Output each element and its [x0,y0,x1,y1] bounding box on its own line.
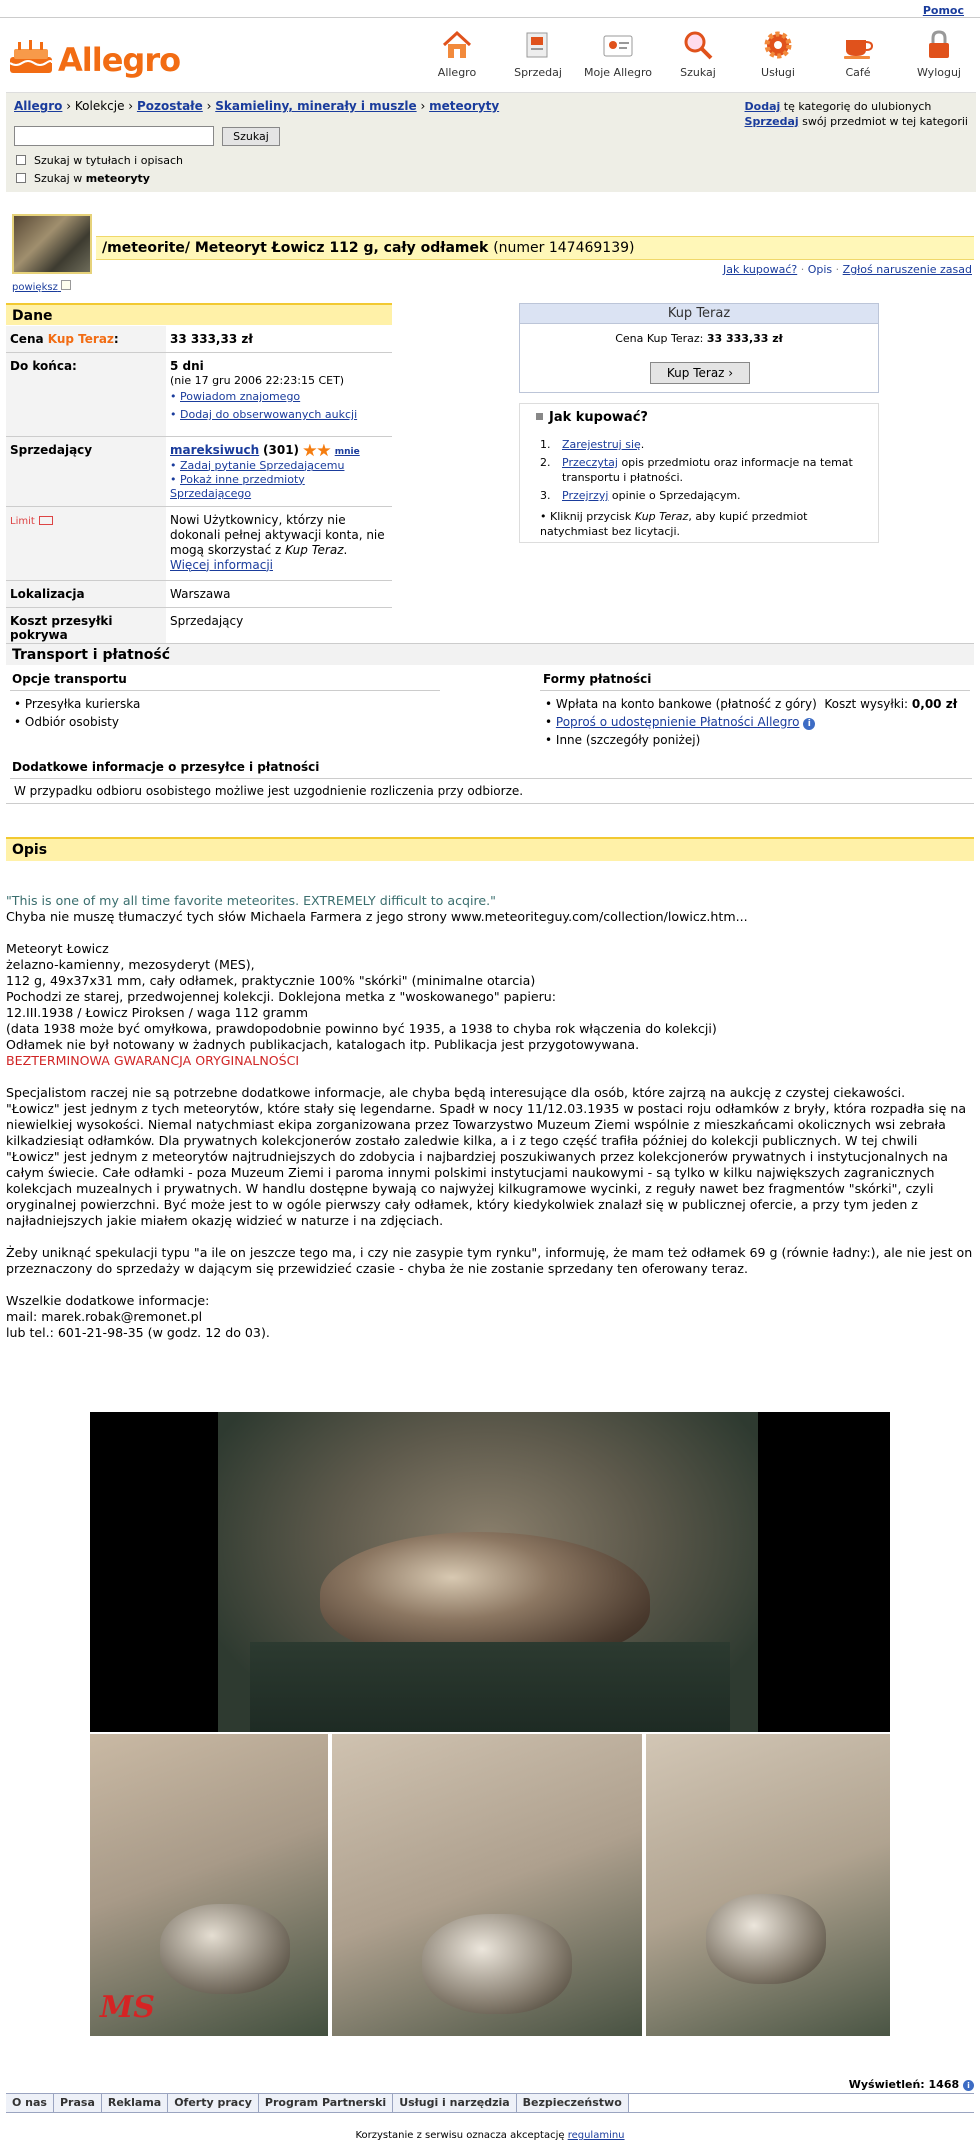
divider [540,690,970,691]
description-text: Żeby uniknąć spekulacji typu "a ile on jeszcze tego ma, i czy nie zasypie tym rynku", informuję, że mam też odłamek 69 g (równie ładny:), ale nie jest on przeznaczony do sprzedaży w dającym się przewidzieć czasie - chyba że nie zostanie sprzedany ten oferowany teraz. [6,1245,973,1276]
how-to-buy-steps [554,437,878,503]
sell-in-category-text: swój przedmiot w tej kategorii [798,115,968,128]
table-row [6,607,392,648]
divider [10,778,972,779]
guarantee-text: BEZTERMINOWA GWARANCJA ORYGINALNOŚCI [6,1053,300,1068]
logo-text: Allegro [58,41,181,79]
transport-option: • Odbiór osobisty [14,715,119,729]
description-header: Opis [6,837,974,861]
how-to-buy-title: Jak kupować? [549,410,648,425]
limit-text-em: Kup Teraz [285,542,344,557]
seller-score: (301) [263,443,300,457]
how-to-buy-note: • Kliknij przycisk Kup Teraz, aby kupić przedmiot natychmiast bez licytacji. [540,510,808,538]
seller-name-link[interactable]: mareksiwuch [170,443,260,457]
how-to-buy-link[interactable]: Jak kupować? [723,263,798,276]
description-text: Chyba nie muszę tłumaczyć tych słów Michaela Farmera z jego strony www.meteoriteguy.com/collection/lowicz.htm... [6,909,748,924]
contact-text: lub tel.: 601-21-98-35 (w godz. 12 do 03). [6,1325,270,1340]
search-titles-desc-checkbox[interactable] [16,154,183,167]
extra-info-text: W przypadku odbioru osobistego możliwe jest uzgodnienie rozliczenia przy odbiorze. [14,784,524,798]
title-links: Jak kupować? · Opis · Zgłoś naruszenie zasad [723,263,972,276]
step-text: opis przedmiotu oraz informacje na temat transportu i płatności. [562,456,853,484]
table-row [6,326,392,353]
nav-label: Allegro [437,66,477,79]
price-label [6,326,166,353]
footer-nav [6,2093,974,2113]
list-item [554,437,878,452]
breadcrumb-item[interactable]: Pozostałe [136,99,203,113]
breadcrumb-item[interactable]: Skamieliny, minerały i muszle [215,99,417,113]
price-label-colon: : [113,332,119,346]
item-details-table [6,326,392,649]
sell-in-category-link[interactable]: Sprzedaj [744,115,799,128]
table-row [6,353,392,437]
step-text: . [640,438,645,451]
description-quote: "This is one of my all time favorite meteorites. EXTREMELY difficult to acqire." [6,893,496,908]
meteorite-photo-label-3 [646,1734,890,2036]
limit-text: Nowi Użytkownicy, którzy nie dokonali pełnej aktywacji konta, nie mogą skorzystać z [170,512,385,557]
item-thumbnail[interactable] [12,214,92,274]
info-icon[interactable]: i [803,718,815,730]
table-row [6,580,392,607]
buy-now-price [520,332,878,345]
terms-text: Korzystanie z serwisu oznacza akceptację [355,2130,568,2141]
divider [10,690,440,691]
house-icon [440,28,474,62]
extra-info-header: Dodatkowe informacje o przesyłce i płatności [12,760,320,774]
meteorite-photo-label-2 [332,1734,642,2036]
shipping-label: Koszt przesyłki pokrywa [6,607,166,648]
seller-items-link[interactable]: Pokaż inne przedmioty Sprzedającego [170,472,305,500]
description-text: 12.III.1938 / Łowicz Piroksen / waga 112 gramm [6,1005,309,1020]
tell-friend-link[interactable]: Powiadom znajomego [180,390,301,403]
help-bar [0,0,980,18]
price-value [166,326,392,353]
views-label: Wyświetleń: [848,2078,925,2091]
star-icon [303,444,317,458]
search-in-category-checkbox[interactable] [16,172,150,185]
buy-now-price-value: 33 333,33 zł [706,332,783,345]
limit-badge: Limit [10,515,35,527]
limit-value [166,506,392,580]
report-link[interactable]: Zgłoś naruszenie zasad [842,263,972,276]
help-link[interactable]: Pomoc [922,4,964,17]
nav-moje-allegro[interactable] [580,28,656,88]
envelope-icon [39,516,53,525]
zoom-link[interactable] [12,280,71,293]
magnifier-icon [681,28,715,62]
terms-notice [0,2130,980,2141]
table-row [6,506,392,580]
description-text: Pochodzi ze starej, przedwojennej kolekcji. Doklejona metka z "woskowanego" papieru: [6,989,557,1004]
nav-label: Wyloguj [917,66,961,79]
buy-now-box [519,303,879,393]
shipping-value: Sprzedający [166,607,392,648]
reviews-link[interactable]: Przejrzyj [562,489,609,502]
price-label-kup: Kup Teraz [47,332,114,346]
transport-option-text: Odbiór osobisty [24,715,119,729]
payment-option-text: Wpłata na konto bankowe (płatność z góry) [555,697,817,711]
footer-link[interactable]: Oferty pracy [168,2094,259,2112]
footer-link[interactable]: Bezpieczeństwo [517,2094,629,2112]
watch-auction-link[interactable]: Dodaj do obserwowanych aukcji [180,408,358,421]
zoom-icon [61,280,71,290]
cake-logo-icon [8,39,54,77]
payment-option: • Wpłata na konto bankowe (płatność z góry) Koszt wysyłki: 0,00 zł [545,697,958,711]
bullet-icon [536,413,543,420]
transport-option: • Przesyłka kurierska [14,697,141,711]
checkbox-label: Szukaj w [34,172,86,185]
item-title [96,236,974,260]
buy-now-price-label: Cena Kup Teraz: [615,332,707,345]
location-label: Lokalizacja [6,580,166,607]
footer-link[interactable]: Prasa [54,2094,102,2112]
step-text: opinie o Sprzedającym. [608,489,741,502]
footer-link[interactable]: O nas [6,2094,54,2112]
seller-value: mareksiwuch (301) mnie • Zadaj pytanie Sprzedającemu • Pokaż inne przedmioty Sprzedającego [166,437,392,507]
contact-text: Wszelkie dodatkowe informacje: [6,1293,210,1308]
description-text: 112 g, 49x37x31 mm, cały odłamek, praktycznie 100% "skórki" (minimalne otarcia) [6,973,536,988]
star-icon [317,444,331,458]
about-me-link[interactable]: mnie [334,447,360,457]
payment-option: • Inne (szczegóły poniżej) [545,733,701,747]
shipping-cost-value: 0,00 zł [911,697,958,711]
limit-label [6,506,166,580]
footer-link[interactable]: Usługi i narzędzia [393,2094,516,2112]
note-em: Kup Teraz [634,510,689,523]
watermark-signature: MS [100,1990,155,2025]
item-title-text: /meteorite/ Meteoryt Łowicz 112 g, cały odłamek [102,240,489,256]
description-text: Odłamek nie był notowany w żadnych publikacjach, katalogach itp. Publikacja jest przygotowywana. [6,1037,640,1052]
nav-allegro[interactable] [432,28,482,88]
payment-option: • Poproś o udostępnienie Płatności Allegro i [545,715,815,730]
description-link[interactable]: Opis [807,263,833,276]
list-item [554,488,878,503]
end-days: 5 dni [170,359,204,373]
nav-cafe[interactable] [836,28,880,88]
more-info-link[interactable]: Więcej informacji [170,557,273,572]
breadcrumb: Allegro › Kolekcje › Pozostałe › Skamieliny, minerały i muszle › meteoryty [14,99,500,113]
payment-header: Formy płatności [543,672,652,686]
info-icon[interactable]: i [963,2080,974,2091]
read-link[interactable]: Przeczytaj [562,456,618,469]
add-favorite-text: tę kategorię do ulubionych [780,100,932,113]
nav-label: Café [845,66,871,79]
views-value: 1468 [928,2078,960,2091]
list-item [554,455,878,485]
transport-options-header: Opcje transportu [12,672,127,686]
end-date: (nie 17 gru 2006 22:23:15 CET) [170,374,345,387]
nav-label: Sprzedaj [514,66,562,79]
terms-link[interactable]: regulaminu [567,2130,625,2141]
nav-wyloguj[interactable] [914,28,964,88]
checkbox-label: Szukaj w tytułach i opisach [34,154,183,167]
dane-header: Dane [6,303,392,325]
breadcrumb-item[interactable]: meteoryty [429,99,500,113]
meteorite-photo-main [90,1412,890,1732]
padlock-icon [922,28,956,62]
price-amount: 33 333,33 zł [170,332,253,346]
nav-label: Szukaj [680,66,716,79]
payment-option-text: Inne (szczegóły poniżej) [555,733,701,747]
seller-label: Sprzedający [6,437,166,507]
description-text: Specjalistom raczej nie są potrzebne dodatkowe informacje, ale chyba będą interesujące dla osób, które zajrzą na aukcję z czystej ciekawości. [6,1085,906,1100]
sell-icon [521,28,555,62]
coffee-cup-icon [841,28,875,62]
footer-link[interactable]: Program Partnerski [259,2094,393,2112]
limit-text-end: . [343,542,348,557]
nav-szukaj[interactable] [676,28,720,88]
checkbox-box[interactable] [16,155,26,165]
profile-card-icon [601,28,635,62]
views-counter [849,2078,974,2091]
item-number: (numer 147469139) [493,240,635,256]
transport-option-text: Przesyłka kurierska [24,697,141,711]
table-row [6,437,392,507]
nav-sprzedaj[interactable] [510,28,566,88]
nav-uslugi[interactable] [756,28,800,88]
description-text: "Łowicz" jest jednym z tych meteorytów, które stały się legendarne. Spadł w nocy 11/12.03.1935 w postaci roju odłamków z bryły, która rozpadła się na niewielkiej wysokości. Niemal natychmiast ekipa zorganizowana przez Towarzystwo Muzeum Ziemi wspólnie z mieszkańcami okolicznych wsi zebrała kilkadziesiąt odłamków. Dla prywatnych kolekcjonerów zostało zaledwie kilka, a i z tego część trafiła później do kolekcji publicznych. W tej chwili "Łowicz" jest jednym z meteorytów najtrudniejszych do zdobycia i najbardziej poszukiwanych przez kolekcjonerów prywatnych i instytucjonalnych na całym świecie. Całe odłamki - poza Muzeum Ziemi i paroma innymi polskimi instytucjami naukowymi - są tylko w kilku największych zagranicznych kolekcjach muzealnych i prywatnych. W handlu dostępne bywają co najwyżej kilkugramowe wycinki, z reguły nawet bez fragmentów "skórki", czyli oryginalnej powierzchni. Być może jest to w ogóle pierwszy cały odłamek, który kiedykolwiek znalazł się w publicznej ofercie, a przy tym jeden z najładniejszych jakie miałem okazję widzieć w naturze i na zdjęciach. [6,1101,967,1228]
description-text: (data 1938 może być omyłkowa, prawdopodobnie powinno być 1935, a 1938 to chyba rok włączenia do kolekcji) [6,1021,717,1036]
divider [6,803,974,804]
breadcrumb-item[interactable]: Kolekcje [74,99,125,113]
search-button[interactable]: Szukaj [222,127,280,146]
nav-label: Moje Allegro [584,66,652,79]
description-body [6,893,974,1341]
checkbox-category: meteoryty [85,172,150,185]
gear-icon [761,28,795,62]
description-text: żelazno-kamienny, mezosyderyt (MES), [6,957,255,972]
how-to-buy-box [519,403,879,543]
register-link[interactable]: Zarejestruj się [562,438,641,451]
ask-seller-link[interactable]: Zadaj pytanie Sprzedającemu [180,458,345,472]
transport-header: Transport i płatność [6,643,974,665]
description-text: Meteoryt Łowicz [6,941,109,956]
footer-link[interactable]: Reklama [102,2094,168,2112]
zoom-label: powiększ [12,282,58,293]
buy-now-header: Kup Teraz [520,304,878,324]
price-label-text: Cena [10,332,48,346]
search-panel [6,92,976,192]
note-text-end: , aby kupić przedmiot natychmiast bez licytacji. [540,510,808,538]
end-label: Do końca: [6,353,166,437]
checkbox-box[interactable] [16,173,26,183]
nav-label: Usługi [761,66,795,79]
category-actions [745,99,968,129]
allegro-logo[interactable] [8,35,181,83]
end-value: 5 dni (nie 17 gru 2006 22:23:15 CET) • Powiadom znajomego • Dodaj do obserwowanych aukcji [166,353,392,437]
shipping-cost-label: Koszt wysyłki: [824,697,909,711]
contact-text: mail: marek.robak@remonet.pl [6,1309,203,1324]
add-favorite-link[interactable]: Dodaj [744,100,781,113]
location-value: Warszawa [166,580,392,607]
breadcrumb-item[interactable]: Allegro [14,99,63,113]
allegro-payments-link[interactable]: Poproś o udostępnienie Płatności Allegro [555,715,800,729]
search-input[interactable] [14,126,214,146]
how-to-buy-header [520,404,878,425]
note-text: Kliknij przycisk [550,510,635,523]
buy-now-button[interactable]: Kup Teraz › [650,362,750,384]
